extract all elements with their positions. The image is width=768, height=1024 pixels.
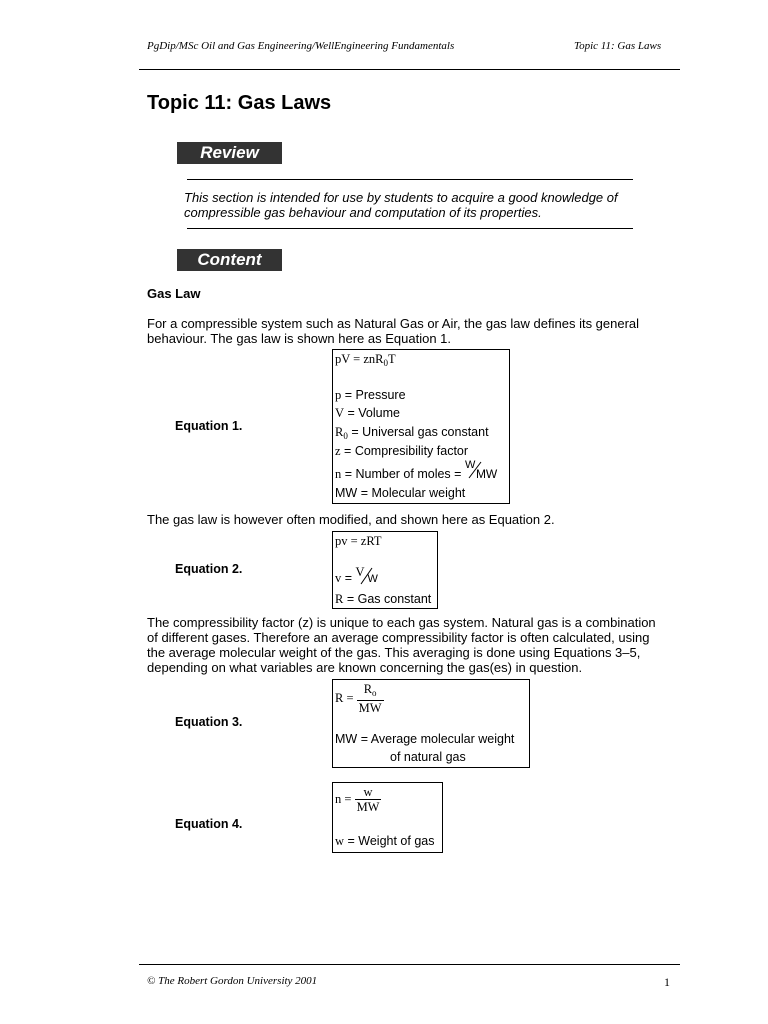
content-label: Content [177,249,282,271]
equation-1-label: Equation 1. [175,419,243,433]
equation-3-label: Equation 3. [175,715,243,729]
eq1-def-molecular-weight: MW = Molecular weight [335,486,466,500]
equation-4-label: Equation 4. [175,817,243,831]
equation-2-formula: pv = zRT [335,534,382,548]
eq1-def-moles: n = Number of moles = W MW [335,459,498,481]
page-number: 1 [664,975,670,989]
equation-1-formula: pV = znR$_0$T [335,352,396,368]
equation-4-formula: n = $\frac{w}{MW}$ [335,785,380,814]
paragraph-3-line-4: depending on what variables are known concerning the gas(es) in question. [147,660,583,675]
page-title: Topic 11: Gas Laws [147,92,332,114]
equation-2-label: Equation 2. [175,562,243,576]
equation-3-formula: R = $\frac{R_o}{MW}$ [335,682,382,715]
paragraph-3-line-2: of different gases. Therefore an average compressibility factor is often calculated, using [147,630,650,645]
equation-2-box [332,531,438,609]
review-text-line-2: compressible gas behaviour and computation of its properties. [184,205,542,220]
paragraph-2: The gas law is however often modified, and shown here as Equation 2. [147,512,555,527]
equation-4-box [332,782,443,853]
eq1-def-pressure: p = Pressure [335,388,406,402]
eq1-def-compressibility: z = Compresibility factor [335,444,469,458]
review-top-rule [187,179,633,180]
eq4-def-weight: w = Weight of gas [335,834,435,848]
paragraph-3-line-3: the average molecular weight of the gas. This averaging is done using Equations 3–5, [147,645,641,660]
eq1-def-volume: V = Volume [335,406,400,420]
header-rule [139,69,680,70]
review-label: Review [177,142,282,164]
equation-1-box [332,349,510,504]
eq2-def-gas-constant: R = Gas constant [335,592,432,606]
running-header-left: PgDip/MSc Oil and Gas Engineering/WellEngineering Fundamentals [147,40,455,52]
eq1-def-gas-constant: $R_0$ = Universal gas constant [335,425,489,441]
eq3-def-average-mw-cont: of natural gas [390,750,466,764]
review-bottom-rule [187,228,633,229]
footer-rule [139,964,680,965]
paragraph-3-line-1: The compressibility factor (z) is unique to each gas system. Natural gas is a combination [147,615,656,630]
review-text-line-1: This section is intended for use by students to acquire a good knowledge of [184,190,618,205]
paragraph-1-line-1: For a compressible system such as Natural Gas or Air, the gas law defines its general [147,316,640,331]
paragraph-1-line-2: behaviour. The gas law is shown here as Equation 1. [147,331,452,346]
running-header-right: Topic 11: Gas Laws [574,40,662,52]
eq3-def-average-mw: MW = Average molecular weight [335,732,515,746]
eq2-def-specific-volume: v = V W [335,568,382,586]
section-heading: Gas Law [147,286,201,301]
equation-3-box [332,679,530,768]
footer-copyright: © The Robert Gordon University 2001 [147,975,318,987]
